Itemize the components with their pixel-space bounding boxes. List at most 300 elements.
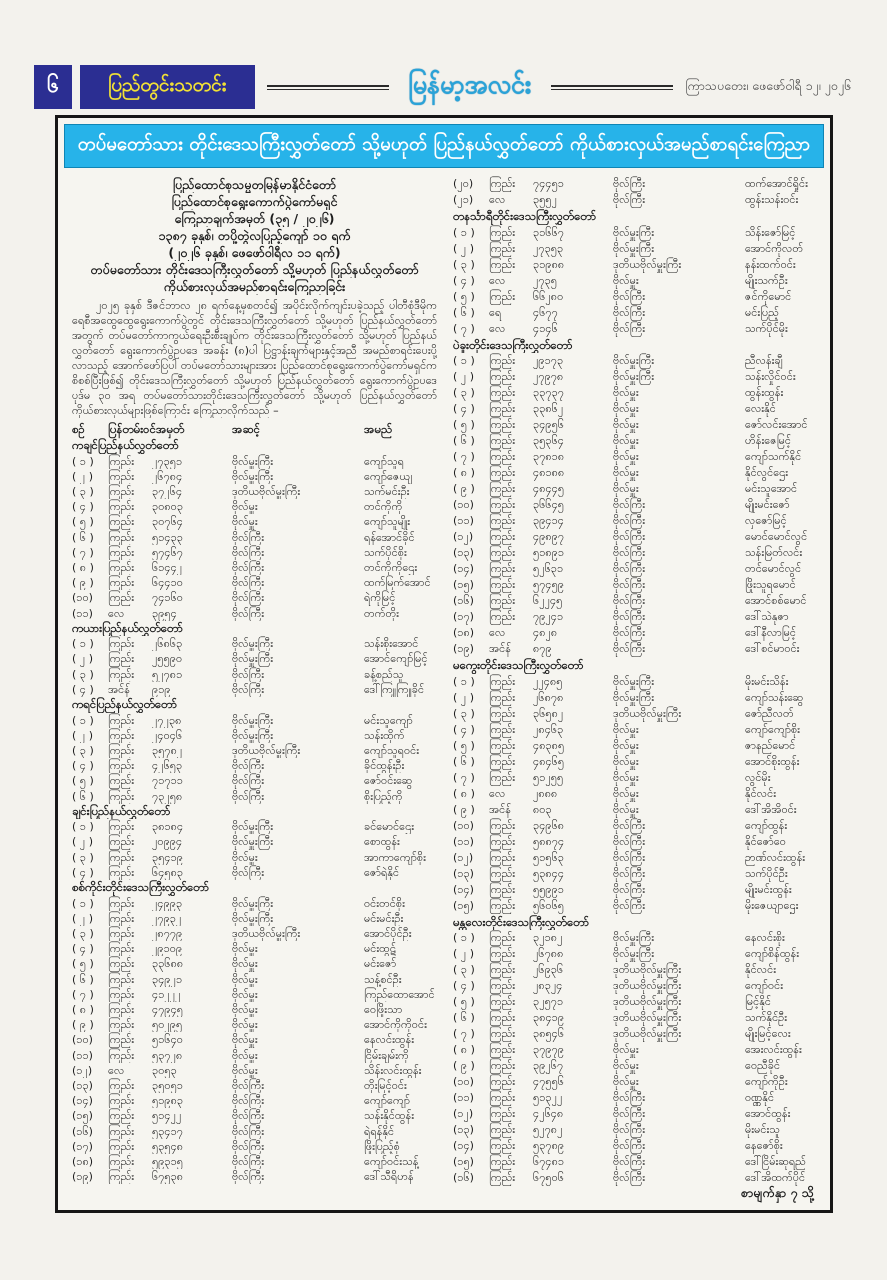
row-serial-number: (၁၁) <box>72 606 93 620</box>
delegate-row <box>72 1124 437 1139</box>
row-rank: ဗိုလ်ကြီး <box>232 1094 265 1108</box>
row-name: ဒေါ်နီလာမြင့် <box>745 626 797 639</box>
row-register-number: ၃၉၂၆၇ <box>533 1059 564 1072</box>
row-rank: ဗိုလ်ကြီး <box>613 305 646 319</box>
headline-banner <box>64 124 824 168</box>
row-name: ထက်အောင်ရှိုင်း <box>745 177 808 190</box>
row-serial-number: ( ၂ ) <box>453 690 474 704</box>
delegate-row <box>72 590 437 605</box>
row-service-branch: ကြည်း <box>108 865 135 879</box>
row-name: ထွန်းထွန်း <box>745 386 784 399</box>
delegate-row <box>72 1078 437 1093</box>
row-name: တိုးမြင့်ဝင်း <box>364 1079 407 1093</box>
row-rank: ဗိုလ်ကြီး <box>613 514 646 527</box>
row-rank: ဗိုလ်မှူးကြီး <box>613 690 655 704</box>
row-name: ခိုင်ထွန်းဦး <box>364 759 405 773</box>
row-register-number: ၄၈၂၈ <box>533 626 558 639</box>
delegate-row <box>453 994 818 1010</box>
row-rank: ဗိုလ်မှူး <box>613 738 639 752</box>
row-rank: ဗိုလ်မှူး <box>232 1003 258 1016</box>
row-register-number: ၄၂၆၄၈ <box>533 1107 564 1120</box>
delegate-row <box>72 530 437 545</box>
row-service-branch: ကြည်း <box>489 1123 516 1136</box>
row-service-branch: ကြည်း <box>108 545 135 559</box>
row-service-branch: လေ <box>489 786 506 800</box>
row-serial-number: (၁၂) <box>453 1107 474 1120</box>
row-serial-number: ( ၇ ) <box>453 1027 475 1040</box>
row-register-number: ၃၇၈၁၈ <box>533 450 565 463</box>
delegate-row <box>453 866 818 882</box>
delegate-row <box>453 465 818 481</box>
row-register-number: ၃၅၄၁၉ <box>152 850 183 864</box>
row-serial-number: (၁၃) <box>72 1079 93 1093</box>
row-register-number: ၅၁၄၃၃ <box>152 530 183 544</box>
row-service-branch: ကြည်း <box>489 370 516 383</box>
row-rank: ဒုတိယဗိုလ်မှူးကြီး <box>232 926 301 940</box>
row-rank: ဗိုလ်မှူးကြီး <box>613 947 655 960</box>
row-rank: ဗိုလ်မှူး <box>613 770 639 784</box>
row-rank: ဗိုလ်ကြီး <box>613 562 646 575</box>
row-serial-number: ( ၂ ) <box>72 728 93 742</box>
row-rank: ဗိုလ်မှူးကြီး <box>613 354 655 367</box>
row-name: ကျော်သက်နိုင် <box>745 450 802 463</box>
row-service-branch: လေ <box>489 273 506 287</box>
delegate-row <box>453 257 818 273</box>
delegate-row <box>453 625 818 641</box>
row-register-number: ၂၆၈၆၃ <box>152 637 183 651</box>
row-name: သက်ပိုင်စိုး <box>364 545 407 559</box>
row-register-number: ၃၁၆၆၇ <box>533 225 564 239</box>
row-name: ရဲရန်နိုင် <box>364 1124 395 1138</box>
row-serial-number: (၁၁) <box>72 1048 93 1062</box>
delegate-row <box>72 758 437 773</box>
row-serial-number: (၁၅) <box>453 1155 474 1168</box>
row-serial-number: ( ၉ ) <box>453 1059 475 1072</box>
row-service-branch: ကြည်း <box>489 386 516 399</box>
row-rank: ဗိုလ်ကြီး <box>613 530 646 543</box>
row-name: သန်းမြတ်လင်း <box>745 546 803 559</box>
row-service-branch: ရေ <box>489 305 502 319</box>
row-name: တင်ကိုကိုဌေး <box>364 560 418 574</box>
row-register-number: ၇၃၂၅၈ <box>152 789 183 803</box>
delegate-row <box>72 484 437 499</box>
row-register-number: ၃၂၅၇၁ <box>533 995 564 1008</box>
row-service-branch: ကြည်း <box>108 1018 135 1032</box>
row-service-branch: လေ <box>108 1063 125 1077</box>
row-name: သိန်းဇော်မြင့် <box>745 225 796 239</box>
delegate-row <box>72 499 437 514</box>
row-service-branch: ကြည်း <box>108 1003 135 1016</box>
hluttaw-section-title: ချင်းပြည်နယ်လွှတ်တော် <box>72 803 171 818</box>
row-rank: ဗိုလ်ကြီး <box>232 682 265 696</box>
delegate-row <box>453 1090 818 1106</box>
row-serial-number: ( ၂ ) <box>72 652 93 666</box>
row-register-number: ၄၉၈၉၇ <box>533 530 565 543</box>
row-serial-number: ( ၉ ) <box>453 802 475 816</box>
row-serial-number: ( ၆ ) <box>72 972 94 986</box>
row-name: အောင်ကျော်မြင့် <box>364 652 428 666</box>
delegate-row <box>453 641 818 657</box>
row-name: ကျော်ကျော်စိုး <box>745 722 800 736</box>
row-name: ဝဏ္ဏနိုင် <box>745 1091 775 1104</box>
row-register-number: ၆၂၂၄၅ <box>533 594 563 607</box>
table-header-row <box>72 421 437 438</box>
row-rank: ဗိုလ်ကြီး <box>613 882 646 896</box>
row-service-branch: ကြည်း <box>489 818 516 832</box>
row-rank: ဗိုလ်မှူးကြီး <box>232 454 274 468</box>
row-name: ကျော်ဝင်းသန့် <box>364 1155 419 1169</box>
row-serial-number: (၁၀) <box>453 498 474 511</box>
row-serial-number: ( ၁ ) <box>72 820 94 834</box>
row-name: မျိုးသက်ဦး <box>745 273 788 287</box>
row-register-number: ၆၇၄၈၁ <box>533 1155 565 1168</box>
row-serial-number: ( ၆ ) <box>453 754 475 768</box>
row-register-number: ၅၁၈၉၁ <box>533 546 565 559</box>
row-service-branch: ကြည်း <box>489 241 516 255</box>
row-rank: ဗိုလ်ကြီး <box>613 1091 646 1104</box>
row-name: ဟိန်းဇေမြင့် <box>745 434 791 447</box>
row-name: နိုင်လွင်ဌေး <box>745 466 789 479</box>
row-register-number: ၄၈၁၈၈ <box>533 466 565 479</box>
masthead: မြန်မာ့အလင်း <box>408 69 532 99</box>
row-service-branch: ကြည်း <box>108 1170 135 1184</box>
row-serial-number: ( ၇ ) <box>72 987 94 1001</box>
delegate-row <box>453 962 818 978</box>
row-name: သန်းထိုက် <box>364 728 405 742</box>
row-serial-number: (၁၁) <box>453 514 474 527</box>
row-serial-number: ( ၁ ) <box>72 454 94 468</box>
row-serial-number: ( ၄ ) <box>72 759 94 773</box>
row-name: မိုးဇေယျာဌေး <box>745 898 799 912</box>
row-rank: ဗိုလ်ကြီး <box>613 193 646 206</box>
row-name: မင်းဇော် <box>364 957 397 971</box>
row-serial-number: (၁၂) <box>72 1063 93 1077</box>
row-service-branch: ကြည်း <box>489 690 516 704</box>
row-rank: ဗိုလ်မှူး <box>613 786 639 800</box>
row-rank: ဗိုလ်ကြီး <box>232 667 265 681</box>
row-service-branch: လေ <box>108 606 125 620</box>
delegate-row <box>72 789 437 804</box>
row-service-branch: ကြည်း <box>489 850 516 864</box>
delegate-row <box>72 682 437 697</box>
delegate-row <box>453 882 818 898</box>
row-rank: ဗိုလ်မှူး <box>232 957 258 971</box>
row-name: သက်ပိုင်ဦး <box>745 866 788 880</box>
row-serial-number: ( ၂ ) <box>72 835 93 849</box>
row-serial-number: (၁၂) <box>453 850 474 864</box>
announcement-header-lines <box>72 176 437 295</box>
row-service-branch: ကြည်း <box>489 450 516 463</box>
row-rank: ဗိုလ်ကြီး <box>613 1171 646 1184</box>
row-rank: ဗိုလ်ကြီး <box>232 545 265 559</box>
row-register-number: ၂၉၁၀၉ <box>152 942 183 956</box>
row-name: လှဇော်မြင့် <box>745 514 787 527</box>
row-serial-number: ( ၄ ) <box>453 722 475 736</box>
row-name: သိန်းလင်းထွန်း <box>364 1063 422 1077</box>
row-register-number: ၂၇၃၅ <box>533 273 557 287</box>
row-register-number: ၅၀၂၉၅ <box>152 1018 183 1032</box>
row-service-branch: လေ <box>489 321 506 335</box>
row-register-number: ၂၂၄၈၅ <box>533 674 563 688</box>
row-register-number: ၃၅၀၅၁ <box>152 1079 183 1093</box>
delegate-row <box>72 1139 437 1154</box>
row-serial-number: ( ၅ ) <box>72 515 94 529</box>
delegate-row <box>453 818 818 834</box>
row-register-number: ၅၂၆၃၁ <box>533 562 564 575</box>
continuation-note: စာမျက်နှာ ၇ သို့ <box>741 1185 814 1200</box>
delegate-row <box>453 1074 818 1090</box>
delegate-row <box>72 896 437 911</box>
row-service-branch: ကြည်း <box>489 1059 516 1072</box>
delegate-row <box>453 754 818 770</box>
row-service-branch: ကြည်း <box>108 896 135 910</box>
hluttaw-section-title: ကရင်ပြည်နယ်လွှတ်တော် <box>72 697 178 712</box>
row-serial-number: ( ၄ ) <box>453 402 475 415</box>
left-column-sections <box>72 438 437 1184</box>
row-serial-number: (၁၄) <box>453 562 474 575</box>
row-rank: ဗိုလ်ကြီး <box>232 789 265 803</box>
row-rank: ဗိုလ်ကြီး <box>232 1155 265 1169</box>
row-register-number: ၇၄၄၅၁ <box>533 177 564 190</box>
delegate-row <box>453 738 818 754</box>
row-service-branch: ကြည်း <box>489 866 516 880</box>
delegate-row <box>453 353 818 369</box>
delegate-row <box>453 1154 818 1170</box>
row-service-branch: ကြည်း <box>489 770 516 784</box>
right-column <box>453 176 818 1198</box>
row-serial-number: ( ၃ ) <box>72 484 94 498</box>
row-name: ဇော်လင်းအောင် <box>745 418 808 431</box>
row-serial-number: ( ၅ ) <box>453 418 475 431</box>
row-register-number: ၅၈၈၇၄ <box>533 834 565 848</box>
hluttaw-section-title: မကွေးတိုင်းဒေသကြီးလွှတ်တော် <box>453 658 584 672</box>
row-service-branch: အင်န် <box>489 802 511 816</box>
row-serial-number: (၁၉) <box>72 1170 93 1184</box>
row-rank: ဗိုလ်မှူး <box>613 754 639 768</box>
row-service-branch: ကြည်း <box>108 560 135 574</box>
row-service-branch: ကြည်း <box>489 562 516 575</box>
row-rank: ဗိုလ်မှူး <box>613 482 639 495</box>
delegate-row <box>453 1026 818 1042</box>
row-register-number: ၇၉၂၄၁ <box>533 610 564 623</box>
row-service-branch: ကြည်း <box>108 469 135 483</box>
row-service-branch: ကြည်း <box>489 931 516 944</box>
row-name: မင်းမင်းဦး <box>364 911 404 925</box>
delegate-row <box>453 609 818 625</box>
row-service-branch: ကြည်း <box>108 454 135 468</box>
date-line: ကြာသပတေး၊ ဖေဖော်ဝါရီ ၁၂၊ ၂၀၂၆ <box>685 77 851 93</box>
row-name: သန်းစိုးအောင် <box>364 637 419 651</box>
row-rank: ဗိုလ်မှူး <box>613 402 639 415</box>
row-serial-number: ( ၉ ) <box>72 1018 94 1032</box>
row-serial-number: ( ၅ ) <box>453 738 475 752</box>
row-rank: ဗိုလ်ကြီး <box>232 576 265 590</box>
row-register-number: ၂၉၁၇၃ <box>533 354 564 367</box>
row-name: ကျော်သူမျိုး <box>364 515 411 529</box>
row-register-number: ၂၈၄၆၃ <box>533 722 564 736</box>
row-register-number: ၇၄၁၆၀ <box>152 591 183 605</box>
row-name: နိုင်ဇော်ဝေ <box>745 834 786 848</box>
row-rank: ဗိုလ်ကြီး <box>232 1170 265 1184</box>
row-serial-number: ( ၆ ) <box>453 434 475 447</box>
row-service-branch: ကြည်း <box>489 1139 516 1152</box>
section-label <box>80 65 255 109</box>
row-service-branch: ကြည်း <box>108 1139 135 1153</box>
row-service-branch: လေ <box>489 626 506 639</box>
row-name: ဇော်ညီလတ် <box>745 706 794 720</box>
row-name: ဇော်ရဲနိုင် <box>364 865 400 879</box>
delegate-row <box>453 1058 818 1074</box>
row-register-number: ၃၀၅၃ <box>152 1063 177 1077</box>
row-register-number: ၂၇၂၃၈ <box>152 713 182 727</box>
row-rank: ဒုတိယဗိုလ်မှူးကြီး <box>232 743 301 757</box>
row-service-branch: ကြည်း <box>489 979 516 992</box>
row-register-number: ၂၆၇၈၄ <box>152 469 183 483</box>
delegate-row <box>453 401 818 417</box>
row-serial-number: (၂၁) <box>453 193 474 206</box>
delegate-row <box>453 385 818 401</box>
row-rank: ဒုတိယဗိုလ်မှူးကြီး <box>613 995 682 1008</box>
row-rank: ဗိုလ်မှူးကြီး <box>232 911 274 925</box>
row-register-number: ၂၆၈၇၈ <box>533 690 564 704</box>
row-register-number: ၅၃၇၂၈ <box>152 1048 183 1062</box>
row-service-branch: ကြည်း <box>489 482 516 495</box>
row-serial-number: (၁၀) <box>72 591 93 605</box>
delegate-row <box>72 865 437 880</box>
row-name: ဖြိုးပြည့်စုံ <box>364 1139 400 1153</box>
row-rank: ဗိုလ်ကြီး <box>613 177 646 190</box>
row-serial-number: (၁၈) <box>453 626 475 639</box>
announcement-header-line: ပြည်ထောင်စုသမ္မတမြန်မာနိုင်ငံတော် <box>172 177 337 192</box>
row-rank: ဗိုလ်မှူးကြီး <box>613 241 655 255</box>
row-rank: ဗိုလ်ကြီး <box>613 321 646 335</box>
row-name: တင်မောင်လွင် <box>745 562 802 575</box>
row-service-branch: ကြည်း <box>489 1091 516 1104</box>
row-serial-number: ( ၆ ) <box>72 789 94 803</box>
row-rank: ဗိုလ်မှူးကြီး <box>232 713 274 727</box>
row-name: ဇော်ဝင်းဆွေ <box>364 774 413 788</box>
delegate-row <box>453 417 818 433</box>
row-register-number: ၆၁၄၄၂ <box>152 560 183 574</box>
row-register-number: ၅၁၂၅၅ <box>533 770 564 784</box>
delegate-row <box>72 1002 437 1017</box>
row-serial-number: (၁၆) <box>453 594 474 607</box>
row-name: မြင့်နိုင် <box>745 995 772 1008</box>
row-register-number: ၄၆၇၇ <box>533 305 558 319</box>
row-name: နေဇော်စိုး <box>745 1139 783 1152</box>
row-service-branch: ကြည်း <box>489 1011 516 1024</box>
row-service-branch: ကြည်း <box>108 987 135 1001</box>
delegate-row <box>453 770 818 786</box>
row-service-branch: ကြည်း <box>489 722 516 736</box>
delegate-row <box>72 514 437 529</box>
row-name: သန်းလှိုင်ဝင်း <box>745 370 796 383</box>
row-service-branch: ကြည်း <box>489 1171 516 1184</box>
row-service-branch: ကြည်း <box>489 738 516 752</box>
row-serial-number: (၁၇) <box>72 1139 93 1153</box>
row-name: မင်းသူကျော် <box>364 713 413 727</box>
row-service-branch: ကြည်း <box>489 225 516 239</box>
delegate-row <box>453 1138 818 1154</box>
row-serial-number: ( ၂ ) <box>453 947 474 960</box>
row-service-branch: ကြည်း <box>108 637 135 651</box>
row-serial-number: ( ၅ ) <box>72 957 94 971</box>
row-name: နေလင်းစိုး <box>745 931 785 944</box>
row-serial-number: ( ၇ ) <box>453 770 475 784</box>
row-name: နိုင်လင်း <box>745 963 776 976</box>
row-service-branch: ကြည်း <box>489 289 516 303</box>
row-serial-number: (၁၁) <box>453 834 474 848</box>
row-service-branch: ကြည်း <box>108 743 135 757</box>
row-serial-number: ( ၉ ) <box>72 576 94 590</box>
announcement-header-line: ကိုယ်စားလှယ်အမည်စာရင်းကြေညာခြင်း <box>163 279 346 294</box>
row-serial-number: ( ၁ ) <box>72 896 94 910</box>
row-name: လွင်မိုး <box>745 770 771 784</box>
row-rank: ဗိုလ်မှူး <box>232 987 258 1001</box>
row-service-branch: ကြည်း <box>108 515 135 529</box>
row-rank: ဗိုလ်မှူးကြီး <box>232 652 274 666</box>
row-rank: ဗိုလ်ကြီး <box>613 1107 646 1120</box>
row-service-branch: ကြည်း <box>108 972 135 986</box>
row-rank: ဗိုလ်ကြီး <box>232 759 265 773</box>
delegate-row <box>453 225 818 241</box>
row-name: စောထွန်း <box>364 835 400 849</box>
row-name: ထက်မြက်အောင် <box>364 576 431 590</box>
delegate-row <box>453 545 818 561</box>
row-rank: ဗိုလ်မှူးကြီး <box>232 469 274 483</box>
right-column-sections <box>453 176 818 1186</box>
row-service-branch: ကြည်း <box>108 1109 135 1123</box>
row-rank: ဗိုလ်ကြီး <box>613 546 646 559</box>
row-register-number: ၃၈၅၄၆ <box>533 1027 565 1040</box>
row-name: ကျော်ကိုဦး <box>745 1075 788 1088</box>
row-service-branch: ကြည်း <box>108 789 135 803</box>
row-name: ကျော်ကျော် <box>364 1094 410 1108</box>
row-name: စိုးပြည့်ကို <box>364 789 403 803</box>
row-serial-number: ( ၂ ) <box>453 370 474 383</box>
row-serial-number: (၁၃) <box>453 546 474 559</box>
delegate-row <box>72 606 437 621</box>
row-register-number: ၄၈၄၄၅ <box>533 482 565 495</box>
row-name: ဝေဖြိုးသာ <box>364 1003 403 1016</box>
delegate-row <box>72 636 437 651</box>
delegate-row <box>72 1017 437 1032</box>
row-rank: ဒုတိယဗိုလ်မှူးကြီး <box>613 1027 682 1040</box>
row-name: ရဲကိုမြင့် <box>364 591 396 605</box>
row-rank: ဗိုလ်မှူးကြီး <box>613 370 655 383</box>
row-serial-number: (၁၇) <box>453 610 474 623</box>
row-rank: ဗိုလ်မှူးကြီး <box>232 835 274 849</box>
delegate-row <box>72 911 437 926</box>
row-serial-number: ( ၇ ) <box>72 545 94 559</box>
row-rank: ဒုတိယဗိုလ်မှူးကြီး <box>613 257 682 271</box>
delegate-row <box>453 241 818 257</box>
row-rank: ဗိုလ်ကြီး <box>232 591 265 605</box>
newspaper-header <box>34 64 851 110</box>
row-name: အေးလင်းထွန်း <box>745 1043 802 1056</box>
row-serial-number: ( ၂ ) <box>453 241 474 255</box>
delegate-row <box>72 834 437 849</box>
row-rank: ဗိုလ်မှူး <box>232 500 258 514</box>
row-rank: ဗိုလ်မှူး <box>613 722 639 736</box>
delegate-row <box>72 560 437 575</box>
delegate-row <box>453 1042 818 1058</box>
row-serial-number: ( ၂ ) <box>72 911 93 925</box>
page-number-box <box>34 65 72 109</box>
row-serial-number: (၁၄) <box>453 882 474 896</box>
row-serial-number: (၁၉) <box>453 642 474 655</box>
row-service-branch: ကြည်း <box>108 652 135 666</box>
